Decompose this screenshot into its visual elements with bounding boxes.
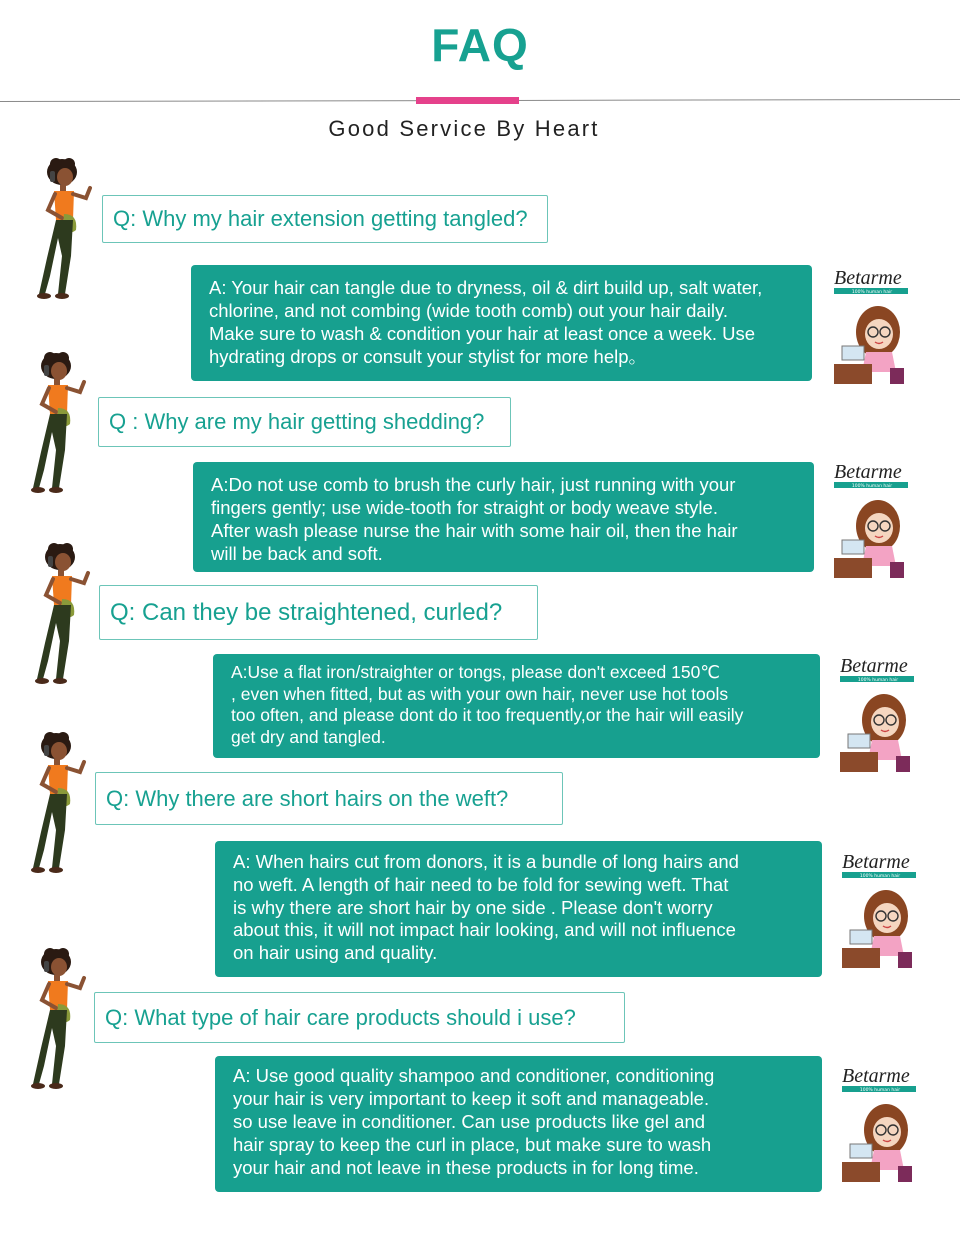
page-title: FAQ xyxy=(431,19,529,71)
betarme-logo-illustration xyxy=(840,1066,920,1184)
betarme-logo-illustration xyxy=(832,268,912,386)
faq-question-4: Q: Why there are short hairs on the weft? xyxy=(95,772,563,825)
faq-question-2: Q : Why are my hair getting shedding? xyxy=(98,397,511,447)
page-subtitle: Good Service By Heart xyxy=(328,116,600,141)
faq-answer-1: A: Your hair can tangle due to dryness, oil & dirt build up, salt water, chlorine, and not combing (wide tooth comb) out your hair daily. Make sure to wash & condition your hair at least once a week. Use hydrating drops or consult your stylist for more help。 xyxy=(191,265,812,381)
customer-girl-illustration xyxy=(30,948,96,1098)
faq-answer-2: A:Do not use comb to brush the curly hair, just running with your fingers gently; use wide-tooth for straight or body weave style. After wash please nurse the hair with some hair oil, then the hair will be back and soft. xyxy=(193,462,814,572)
customer-girl-illustration xyxy=(34,543,100,693)
faq-answer-5: A: Use good quality shampoo and conditioner, conditioning your hair is very important to keep it soft and manageable. so use leave in conditioner. Can use products like gel and hair spray to keep the curl in place, but make sure to wash your hair and not leave in these products in for long time. xyxy=(215,1056,822,1192)
faq-answer-3: A:Use a flat iron/straighter or tongs, please don't exceed 150℃ , even when fitted, but as with your own hair, never use hot tools too often, and please dont do it too frequently,or the hair will easily get dry and tangled. xyxy=(213,654,820,758)
customer-girl-illustration xyxy=(36,158,102,308)
betarme-logo-illustration xyxy=(832,462,912,580)
customer-girl-illustration xyxy=(30,352,96,502)
faq-question-1: Q: Why my hair extension getting tangled? xyxy=(102,195,548,243)
faq-question-5: Q: What type of hair care products should i use? xyxy=(94,992,625,1043)
betarme-logo-illustration xyxy=(840,852,920,970)
title-accent-bar xyxy=(416,97,519,104)
faq-question-3: Q: Can they be straightened, curled? xyxy=(99,585,538,640)
betarme-logo-illustration xyxy=(838,656,918,774)
faq-answer-4: A: When hairs cut from donors, it is a bundle of long hairs and no weft. A length of hair need to be fold for sewing weft. That is why there are short hair by one side . Please don't worry about this, it will not impact hair looking, and will not influence on hair using and quality. xyxy=(215,841,822,977)
customer-girl-illustration xyxy=(30,732,96,882)
